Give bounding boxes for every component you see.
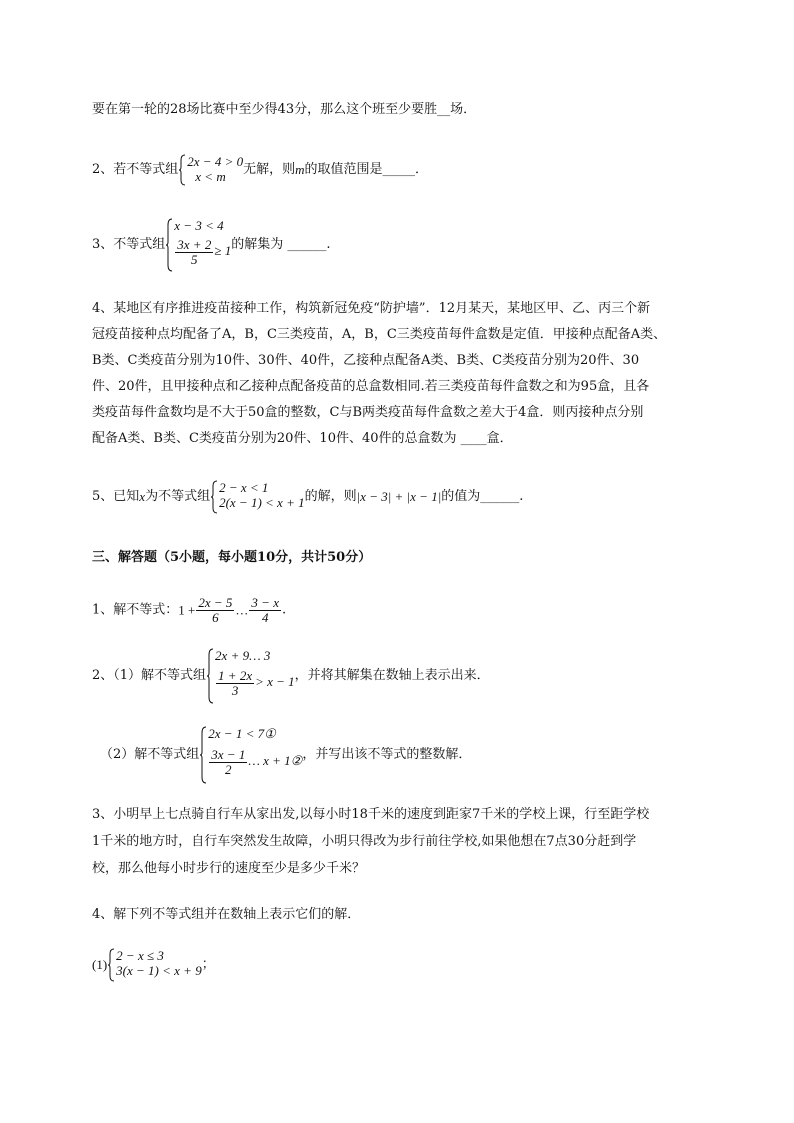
s4-sub-prefix: (1) [92, 957, 108, 972]
s2a-frac-den: 3 [231, 682, 239, 698]
q4-line-6: 配备A类、B类、C类疫苗分别为20件、10件、40件的总盒数为 ____盒． [92, 431, 513, 446]
s1-prefix: 1、解不等式： [92, 602, 179, 618]
q5-row2: 2(x − 1) < x + 1 [219, 495, 305, 510]
brace-icon [165, 218, 173, 272]
s2b-frac-den: 2 [225, 761, 232, 777]
s2b-frac-num: 3x − 1 [211, 746, 246, 762]
q4-line-4: 件、20件，且甲接种点和乙接种点配备疫苗的总盒数相同.若三类疫苗每件盒数之和为95盒，且各 [92, 379, 650, 394]
q5-row1: 2 − x < 1 [219, 480, 269, 495]
s1-lead: 1 + [178, 602, 196, 618]
s2a-system [206, 648, 295, 704]
s1-f2-num: 3 − x [251, 595, 279, 610]
q5-var-x: x [139, 489, 146, 504]
s4-end: ； [201, 957, 215, 972]
q3-row1: x − 3 < 4 [174, 218, 224, 233]
s4-row1: 2 − x ≤ 3 [116, 948, 164, 963]
s4-system [107, 948, 202, 982]
s2b-prefix: （2）解不等式组 [100, 747, 200, 762]
s3-line-3: 校，那么他每小时步行的速度至少是多少千米？ [92, 861, 366, 876]
question-5 [92, 480, 523, 514]
q3-system [165, 218, 231, 272]
question-3 [92, 218, 330, 272]
s2a-suffix: ，并将其解集在数轴上表示出来． [294, 668, 490, 683]
solve-2-part-2 [100, 726, 471, 784]
q3-frac-den: 5 [191, 251, 198, 267]
s1-f2-den: 4 [261, 610, 269, 625]
q2-row2: x < m [195, 169, 226, 184]
s4-row2: 3(x − 1) < x + 9 [116, 963, 202, 978]
s2b-system [199, 726, 302, 784]
q3-prefix: 3、不等式组 [92, 237, 166, 252]
s2a-row1: 2x + 9… 3 [215, 648, 271, 663]
brace-icon [210, 480, 218, 514]
s2b-frac-rel: … x + 1② [248, 753, 303, 768]
q5-suffix-a: 的解，则 [304, 489, 357, 504]
s2a-frac-rel: > x − 1 [255, 674, 295, 689]
s2a-frac-num: 1 + 2x [218, 667, 253, 683]
q3-frac-rel: ≥ 1 [214, 243, 232, 258]
intro-text: 要在第一轮的28场比赛中至少得43分，那么这个班至少要胜__场． [92, 102, 477, 117]
s2b-row1: 2x − 1 < 7① [208, 726, 276, 741]
s1-f1-den: 6 [212, 610, 219, 625]
q2-system [178, 154, 243, 186]
brace-icon [107, 948, 115, 982]
q3-frac-num: 3x + 2 [177, 236, 212, 252]
solve-2-part-1 [92, 648, 490, 704]
q3-suffix: 的解集为 ______. [231, 237, 331, 252]
q2-prefix: 2、若不等式组 [92, 162, 179, 177]
question-2 [92, 154, 428, 186]
q4-line-5: 类疫苗每件盒数均是不大于50盒的整数，C与B两类疫苗每件盒数之差大于4盒．则丙接种点分别 [92, 405, 644, 420]
s1-f1-num: 2x − 5 [198, 595, 233, 610]
q4-line-3: B类、C类疫苗分别为10件、30件、40件，乙接种点配备A类、B类、C类疫苗分别为20件、30 [92, 353, 640, 368]
section-title: 三、解答题（5小题，每小题10分，共计50分） [92, 550, 372, 565]
q5-suffix-b: 的值为______. [441, 489, 524, 504]
solve-4-title: 4、解下列不等式组并在数轴上表示它们的解． [92, 907, 361, 922]
s1-rel: … [235, 602, 249, 618]
s2a-prefix: 2、（1）解不等式组 [92, 668, 207, 683]
q4-line-1: 4、某地区有序推进疫苗接种工作，构筑新冠免疫“防护墙”．12月某天，某地区甲、乙、丙三个新 [92, 301, 651, 316]
solve-4-part-1 [92, 948, 215, 982]
q4-line-2: 冠疫苗接种点均配备了A，B，C三类疫苗，A，B，C三类疫苗每件盒数是定值．甲接种点配备A类、 [92, 327, 667, 342]
q5-prefix-b: 为不等式组 [145, 489, 211, 504]
q5-abs-expr: |x − 3| + |x − 1| [356, 489, 442, 504]
q2-suffix-b: 的取值范围是_____． [304, 162, 429, 177]
brace-icon [206, 648, 214, 704]
solve-1 [92, 596, 286, 625]
q2-row1: 2x − 4 > 0 [187, 154, 244, 169]
brace-icon [178, 154, 186, 186]
q5-prefix: 5、已知 [92, 489, 140, 504]
s2b-suffix: ，并写出该不等式的整数解． [302, 747, 472, 762]
q2-var-m: m [295, 162, 305, 177]
q5-system [210, 480, 305, 514]
s3-line-1: 3、小明早上七点骑自行车从家出发,以每小时18千米的速度到距家7千米的学校上课，行至距学校 [92, 807, 650, 822]
s1-end: . [281, 602, 287, 618]
brace-icon [199, 726, 207, 784]
s3-line-2: 1千米的地方时，自行车突然发生故障，小明只得改为步行前往学校,如果他想在7点30分赶到学 [92, 834, 637, 849]
q2-suffix-a: 无解，则 [243, 162, 296, 177]
